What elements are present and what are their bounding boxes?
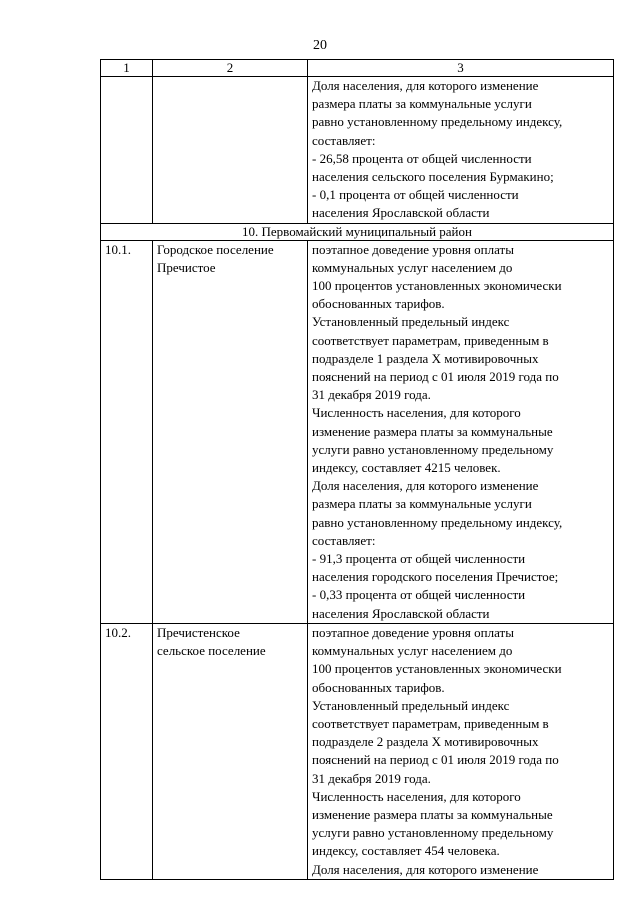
row-number: 10.2. [101,623,153,879]
table-row [101,240,614,623]
continuation-number-cell [101,77,153,224]
table-row [101,623,614,879]
settlement-name: Пречистенское сельское поселение [153,623,308,879]
continuation-name-cell [153,77,308,224]
section-title-row [101,223,614,240]
continuation-text-cell: Доля населения, для которого изменение размера платы за коммунальные услуги равно установленному предельному индексу, составляет: - 26,58 процента от общей численности населения сельского поселения Бурмакино; - 0,1 процента от общей численности населения Ярославской области [308,77,614,224]
row-description: поэтапное доведение уровня оплаты коммунальных услуг населением до 100 процентов установленных экономически обоснованных тарифов. Установленный предельный индекс соответствует параметрам, приведенным в подразделе 2 раздела X мотивировочных пояснений на период с 01 июля 2019 года по 31 декабря 2019 года. Численность населения, для которого изменение размера платы за коммунальные услуги равно установленному предельному индексу, составляет 454 человека. Доля населения, для которого изменение [308,623,614,879]
section-title: 10. Первомайский муниципальный район [101,223,614,240]
row-number: 10.1. [101,240,153,623]
header-col-2: 2 [153,60,308,77]
tariff-table [100,59,614,880]
row-description: поэтапное доведение уровня оплаты коммунальных услуг населением до 100 процентов установленных экономически обоснованных тарифов. Установленный предельный индекс соответствует параметрам, приведенным в подразделе 1 раздела X мотивировочных пояснений на период с 01 июля 2019 года по 31 декабря 2019 года. Численность населения, для которого изменение размера платы за коммунальные услуги равно установленному предельному индексу, составляет 4215 человек. Доля населения, для которого изменение размера платы за коммунальные услуги равно установленному предельному индексу, составляет: - 91,3 процента от общей численности населения городского поселения Пречистое; - 0,33 процента от общей численности населения Ярославской области [308,240,614,623]
table-header-row [101,60,614,77]
continuation-row [101,77,614,224]
page-number: 20 [313,38,327,53]
header-col-3: 3 [308,60,614,77]
settlement-name: Городское поселение Пречистое [153,240,308,623]
header-col-1: 1 [101,60,153,77]
